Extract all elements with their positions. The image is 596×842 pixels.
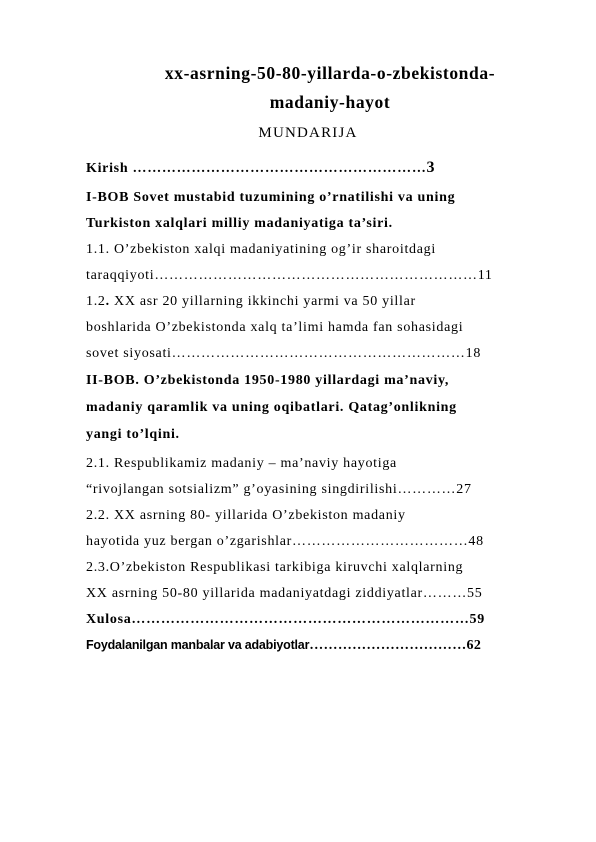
toc-section-1-1-line-2: taraqqiyoti…………………………………………………………11 — [86, 268, 493, 283]
toc-chapter-2-line-3: yangi to’lqini. — [86, 427, 180, 442]
toc-heading: MUNDARIJA — [258, 125, 358, 141]
toc-section-2-3-line-2: XX asrning 50-80 yillarida madaniyatdagi ziddiyatlar………55 — [86, 586, 483, 601]
toc-section-2-3-line-1: 2.3.O’zbekiston Respublikasi tarkibiga kiruvchi xalqlarning — [86, 560, 464, 575]
toc-entry-dots: …………………………………………………… — [132, 161, 427, 176]
document-title-line-2: madaniy-hayot — [269, 92, 391, 112]
toc-entry-page: 3 — [426, 159, 436, 176]
toc-section-2-2-line-1: 2.2. XX asrning 80- yillarida O’zbekiston madaniy — [86, 508, 406, 523]
toc-section-1-1-line-1: 1.1. O’zbekiston xalqi madaniyatining og’ir sharoitdagi — [86, 242, 436, 257]
document-title-line-1: xx-asrning-50-80-yillarda-o-zbekistonda- — [164, 63, 496, 83]
toc-section-text: XX asr 20 yillarning ikkinchi yarmi va 50 yillar — [109, 294, 416, 309]
toc-entry-xulosa: Xulosa……………………………………………………………59 — [86, 612, 485, 627]
toc-entry-dots-page: ……………………………62 — [309, 638, 482, 653]
toc-section-number: 1.2 — [86, 294, 106, 309]
toc-section-1-2-line-2: boshlarida O’zbekistonda xalq ta’limi hamda fan sohasidagi — [86, 320, 464, 335]
toc-section-1-2-line-3: sovet siyosati……………………………………………………18 — [86, 346, 482, 361]
toc-chapter-1-line-1: I-BOB Sovet mustabid tuzumining o’rnatilishi va uning — [86, 190, 456, 205]
toc-section-2-2-line-2: hayotida yuz bergan o’zgarishlar………………………………48 — [86, 534, 484, 549]
toc-entry-label: Foydalanilgan manbalar va adabiyotlar — [86, 638, 310, 652]
toc-chapter-2-line-1: II-BOB. O’zbekistonda 1950-1980 yillardagi ma’naviy, — [86, 373, 450, 388]
toc-chapter-1-line-2: Turkiston xalqlari milliy madaniyatiga ta’siri. — [86, 216, 393, 231]
toc-section-number-dot: . — [105, 294, 110, 309]
toc-entry-kirish — [86, 160, 556, 176]
toc-section-2-1-line-1: 2.1. Respublikamiz madaniy – ma’naviy hayotiga — [86, 456, 397, 471]
toc-chapter-2-line-2: madaniy qaramlik va uning oqibatlari. Qatag’onlikning — [86, 400, 457, 415]
toc-entry-foydalanilgan — [86, 639, 556, 653]
toc-entry-label: Kirish — [86, 161, 133, 176]
toc-section-1-2-line-1 — [86, 295, 556, 309]
toc-section-2-1-line-2: “rivojlangan sotsializm” g’oyasining singdirilishi…………27 — [86, 482, 472, 497]
